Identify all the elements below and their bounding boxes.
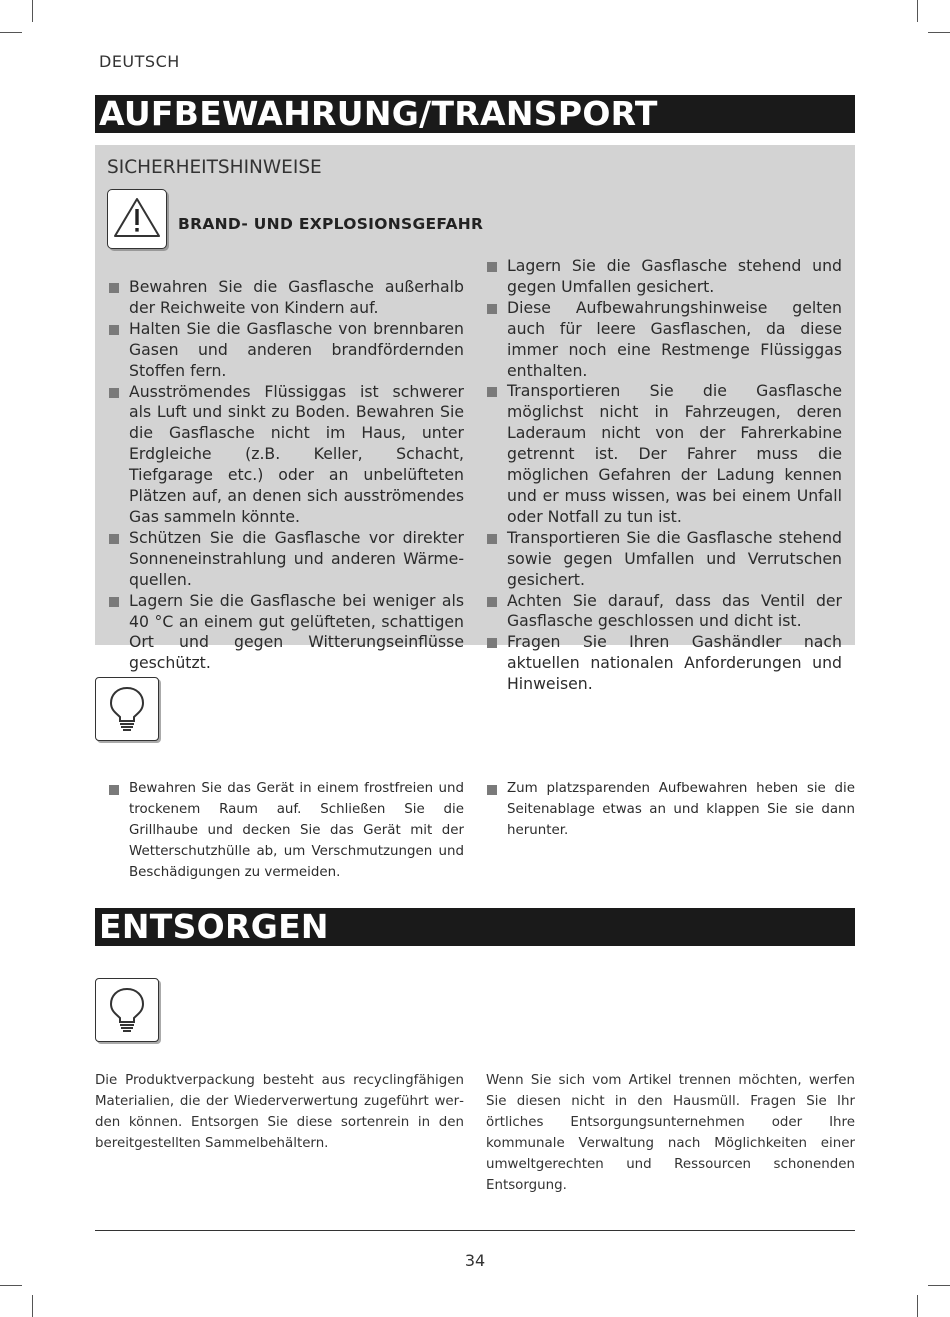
- tips-list-left: [108, 779, 464, 884]
- safety-list-right: [486, 256, 842, 695]
- page-number: 34: [464, 1251, 486, 1270]
- disposal-text-right: Wenn Sie sich vom Artikel trennen möchten, werfen Sie diesen nicht in den Hausmüll. Fragen Sie Ihr örtliches Entsorgungsunternehmen oder Ihre kommunale Verwaltung nach Möglichkeiten einer umweltgerechten und Ressourcen schonenden Entsorgung.: [486, 1073, 855, 1193]
- footer-divider: [95, 1230, 855, 1231]
- crop-mark: [928, 32, 950, 33]
- crop-mark: [32, 0, 33, 22]
- safety-heading: SICHERHEITSHINWEISE: [107, 157, 322, 178]
- list-item: Transportieren Sie die Gasflasche möglichst nicht in Fahrzeugen, deren Laderaum nicht von der Fahrerkabine getrennt ist. Der Fahrer muss die möglichen Gefahren der Ladung kennen und er muss wissen, was bei einem Unfall oder Notfall zu tun ist.: [486, 381, 842, 527]
- crop-mark: [32, 1295, 33, 1317]
- list-item: Lagern Sie die Gasflasche stehend und gegen Umfallen gesichert.: [486, 256, 842, 298]
- crop-mark: [0, 1285, 22, 1286]
- list-item: Schützen Sie die Gasflasche vor direkter Sonneneinstrahlung und anderen Wärmequellen.: [108, 528, 464, 591]
- section-title-storage: AUFBEWAHRUNG/TRANSPORT: [95, 95, 855, 133]
- list-item: Diese Aufbewahrungshinweise gelten auch für leere Gasflaschen, da diese immer noch eine Restmenge Flüssiggas enthalten.: [486, 298, 842, 382]
- list-item: Ausströmendes Flüssiggas ist schwerer als Luft und sinkt zu Boden. Bewahren Sie die Gasflasche nicht im Haus, unter Erdgleiche (z.B. Keller, Schacht, Tiefgarage etc.) oder an unbelüfteten Plätzen auf, an denen sich ausströmendes Gas sammeln könnte.: [108, 382, 464, 528]
- list-item: Bewahren Sie die Gasflasche außerhalb der Reichweite von Kindern auf.: [108, 277, 464, 319]
- list-item: Achten Sie darauf, dass das Ventil der Gasflasche geschlossen und dicht ist.: [486, 591, 842, 633]
- warning-title: BRAND- UND EXPLOSIONSGEFAHR: [178, 215, 484, 233]
- list-item: Transportieren Sie die Gasflasche stehend sowie gegen Umfallen und Verrutschen gesichert.: [486, 528, 842, 591]
- list-item: Zum platzsparenden Aufbewahren heben sie die Seitenablage etwas an und klappen Sie sie dann herunter.: [486, 779, 855, 842]
- disposal-text-left: Die Produktverpackung besteht aus recyclingfähigen Materialien, die der Wiederverwertung zugeführt werden können. Entsorgen Sie diese sortenrein in den bereitgestellten Sammelbehältern.: [95, 1073, 464, 1151]
- tips-list-right: [486, 779, 855, 842]
- list-item: Halten Sie die Gasflasche von brennbaren Gasen und anderen brandfördernden Stoffen fern.: [108, 319, 464, 382]
- safety-list-left: [108, 277, 464, 674]
- language-label: DEUTSCH: [99, 52, 180, 71]
- list-item: Fragen Sie Ihren Gashändler nach aktuellen nationalen Anforderungen und Hinweisen.: [486, 632, 842, 695]
- lightbulb-icon: [95, 978, 159, 1042]
- lightbulb-icon: [95, 677, 159, 741]
- crop-mark: [928, 1285, 950, 1286]
- list-item: Bewahren Sie das Gerät in einem frostfreien und trockenem Raum auf. Schließen Sie die Grillhaube und decken Sie das Gerät mit der Wetterschutzhülle ab, um Verschmutzungen und Beschädigungen zu vermeiden.: [108, 779, 464, 884]
- crop-mark: [0, 32, 22, 33]
- warning-icon: [107, 189, 167, 249]
- crop-mark: [917, 1295, 918, 1317]
- crop-mark: [917, 0, 918, 22]
- section-title-disposal: ENTSORGEN: [95, 908, 855, 946]
- list-item: Lagern Sie die Gasflasche bei weniger als 40 °C an einem gut gelüfteten, schattigen Ort und gegen Witterungseinflüsse geschützt.: [108, 591, 464, 675]
